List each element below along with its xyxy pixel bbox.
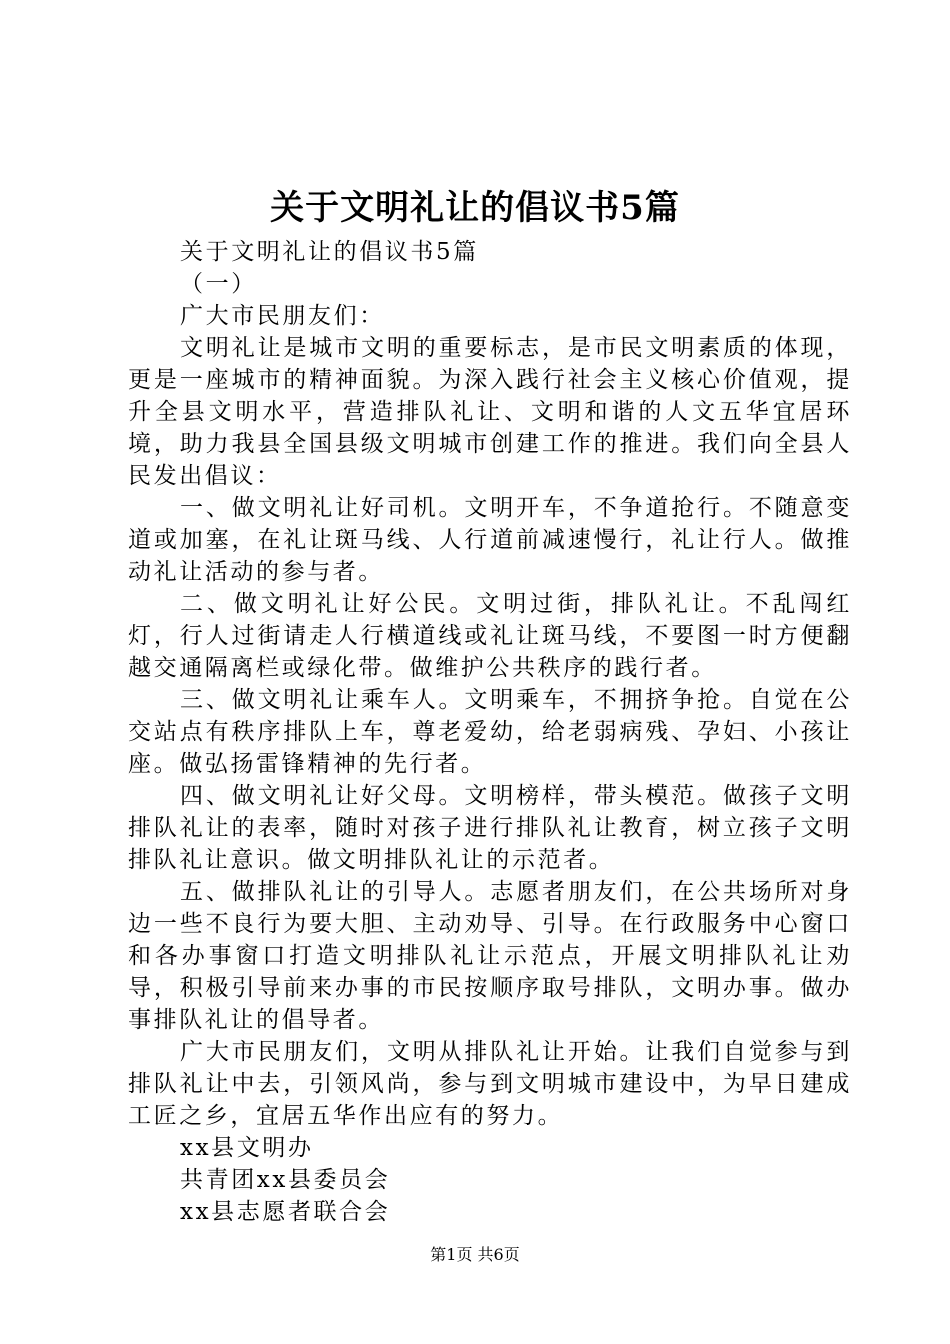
section-marker: （一） xyxy=(180,271,257,297)
document-title: 关于文明礼让的倡议书5篇 xyxy=(270,188,680,228)
signatory: xx县文明办 xyxy=(180,1135,314,1161)
paragraph-passengers: 三、做文明礼让乘车人。文明乘车，不拥挤争抢。自觉在公交站点有秩序排队上车，尊老爱幼，给老弱病残、孕妇、小孩让座。做弘扬雷锋精神的先行者。 xyxy=(128,687,852,777)
subtitle-line: 关于文明礼让的倡议书5篇 xyxy=(180,239,479,265)
paragraph-citizens: 二、做文明礼让好公民。文明过街，排队礼让。不乱闯红灯，行人过街请走人行横道线或礼让斑马线，不要图一时方便翻越交通隔离栏或绿化带。做维护公共秩序的践行者。 xyxy=(128,591,852,681)
paragraph-intro: 文明礼让是城市文明的重要标志，是市民文明素质的体现，更是一座城市的精神面貌。为深入践行社会主义核心价值观，提升全县文明水平，营造排队礼让、文明和谐的人文五华宜居环境，助力我县全国县级文明城市创建工作的推进。我们向全县人民发出倡议： xyxy=(128,335,852,489)
paragraph-closing: 广大市民朋友们，文明从排队礼让开始。让我们自觉参与到排队礼让中去，引领风尚，参与到文明城市建设中，为早日建成工匠之乡，宜居五华作出应有的努力。 xyxy=(128,1039,852,1129)
paragraph-drivers: 一、做文明礼让好司机。文明开车，不争道抢行。不随意变道或加塞，在礼让斑马线、人行道前减速慢行，礼让行人。做推动礼让活动的参与者。 xyxy=(128,495,852,585)
document-body xyxy=(128,236,852,1228)
signatory: xx县志愿者联合会 xyxy=(180,1199,391,1225)
paragraph-parents: 四、做文明礼让好父母。文明榜样，带头模范。做孩子文明排队礼让的表率，随时对孩子进行排队礼让教育，树立孩子文明排队礼让意识。做文明排队礼让的示范者。 xyxy=(128,783,852,873)
salutation: 广大市民朋友们： xyxy=(180,303,385,329)
page-footer: 第1页 共6页 xyxy=(430,1245,520,1264)
signatory: 共青团xx县委员会 xyxy=(180,1167,391,1193)
paragraph-guides: 五、做排队礼让的引导人。志愿者朋友们，在公共场所对身边一些不良行为要大胆、主动劝导、引导。在行政服务中心窗口和各办事窗口打造文明排队礼让示范点，开展文明排队礼让劝导，积极引导前来办事的市民按顺序取号排队，文明办事。做办事排队礼让的倡导者。 xyxy=(128,879,852,1033)
